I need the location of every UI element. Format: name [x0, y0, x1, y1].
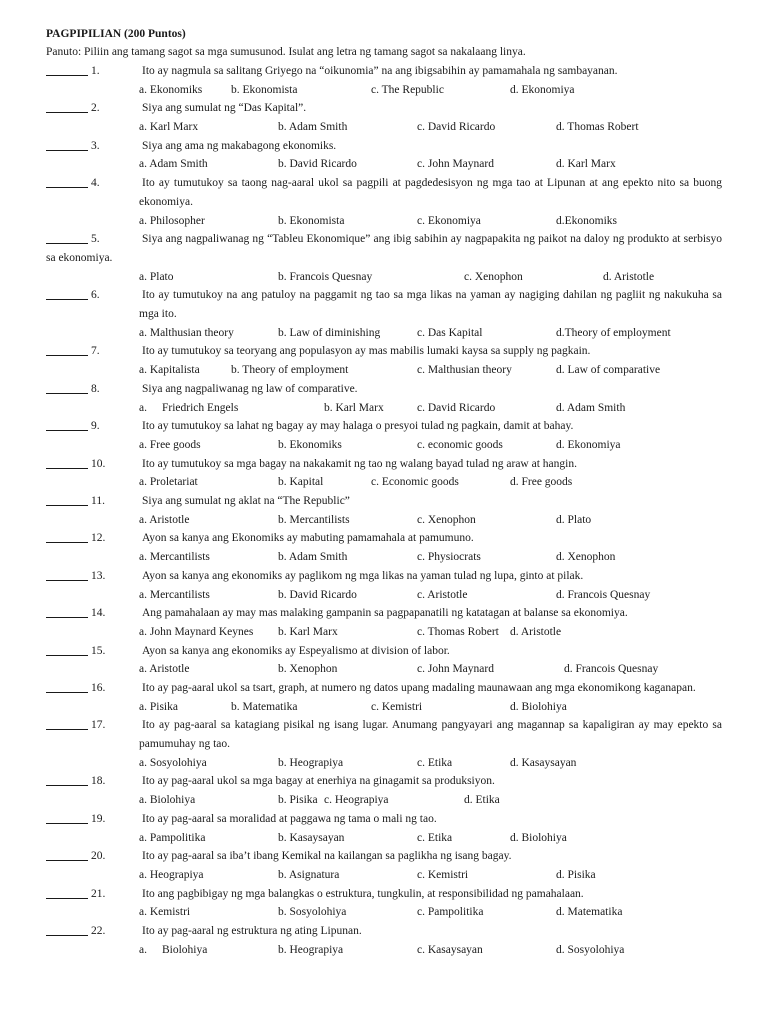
answer-option: a. Pisika — [139, 700, 178, 713]
question-text: Ito ay pag-aaral ukol sa mga bagay at enerhiya na ginagamit sa produksiyon. — [142, 775, 495, 788]
question-item — [46, 342, 722, 379]
question-item — [46, 716, 722, 772]
answer-option: a. Proletariat — [139, 476, 198, 489]
answer-option: b. Matematika — [231, 700, 298, 713]
answer-option: a. Pampolitika — [139, 831, 206, 844]
answer-options — [46, 660, 722, 679]
question-item — [46, 492, 722, 529]
answer-options — [46, 941, 722, 960]
question-number: 16. — [91, 681, 106, 694]
question-text: Ito ay tumutukoy na ang patuloy na paggamit ng tao sa mga likas na yaman ay nagiging dahilan ng pagliit ng nakukuha sa — [142, 289, 722, 302]
answer-option: b. Pisika — [278, 794, 318, 807]
question-text: Siya ang ama ng makabagong ekonomiks. — [142, 139, 337, 152]
answer-option: b. Sosyolohiya — [278, 906, 347, 919]
answer-option: a. Ekonomiks — [139, 83, 203, 96]
question-number: 6. — [91, 289, 100, 302]
answer-options — [46, 436, 722, 455]
answer-option: c. Xenophon — [417, 513, 476, 526]
question-item — [46, 847, 722, 884]
answer-option: b. Xenophon — [278, 663, 338, 676]
question-item — [46, 529, 722, 566]
question-text: Ito ay tumutukoy sa lahat ng bagay ay may halaga o presyoi tulad ng pagkain, damit at bahay. — [142, 420, 574, 433]
answer-option: a. Heograpiya — [139, 868, 204, 881]
question-number: 5. — [91, 233, 100, 246]
answer-option: c. David Ricardo — [417, 401, 496, 414]
answer-options — [46, 212, 722, 231]
answer-option: b. David Ricardo — [278, 588, 357, 601]
answer-options — [46, 791, 722, 810]
question-text: Siya ang nagpaliwanag ng law of comparative. — [142, 382, 358, 395]
question-number: 18. — [91, 775, 106, 788]
question-number: 4. — [91, 177, 100, 190]
answer-option: b. Adam Smith — [278, 551, 348, 564]
answer-option: d. Francois Quesnay — [564, 663, 659, 676]
question-item — [46, 99, 722, 136]
answer-blank[interactable] — [46, 569, 88, 581]
question-item — [46, 286, 722, 342]
answer-option: b. Karl Marx — [324, 401, 384, 414]
question-item — [46, 679, 722, 716]
answer-option: c. Kemistri — [371, 700, 423, 713]
answer-option: c. Aristotle — [417, 588, 468, 601]
question-number: 13. — [91, 569, 106, 582]
answer-blank[interactable] — [46, 887, 88, 899]
answer-option: Biolohiya — [162, 943, 208, 956]
answer-blank[interactable] — [46, 531, 88, 543]
answer-options — [46, 903, 722, 922]
answer-option: c. Physiocrats — [417, 551, 481, 564]
answer-option: d. Biolohiya — [510, 831, 567, 844]
answer-option: d. Matematika — [556, 906, 623, 919]
answer-option: a. Philosopher — [139, 214, 205, 227]
question-item — [46, 62, 722, 99]
answer-options — [46, 81, 722, 100]
question-item — [46, 174, 722, 230]
question-number: 1. — [91, 65, 100, 77]
answer-option: c. John Maynard — [417, 158, 494, 171]
answer-option: b. Ekonomiks — [278, 438, 342, 451]
answer-option: b. Francois Quesnay — [278, 270, 373, 283]
question-list — [46, 62, 722, 959]
answer-option: d. Aristotle — [510, 625, 562, 638]
answer-option: b. Adam Smith — [278, 121, 348, 134]
answer-option: d. Adam Smith — [556, 401, 626, 414]
answer-option: c. Das Kapital — [417, 326, 483, 339]
question-number: 22. — [91, 925, 106, 938]
answer-option: c. Kasaysayan — [417, 943, 483, 956]
question-number: 8. — [91, 382, 100, 395]
answer-option: a. Mercantilists — [139, 551, 210, 564]
answer-blank[interactable] — [46, 718, 88, 730]
question-number: 3. — [91, 139, 100, 152]
answer-blank[interactable] — [46, 344, 88, 356]
answer-option: a. Kapitalista — [139, 364, 200, 377]
answer-option: b. David Ricardo — [278, 158, 357, 171]
answer-option: b. Ekonomista — [278, 214, 345, 227]
answer-option: c. The Republic — [371, 83, 444, 96]
question-text: Ito ay tumutukoy sa mga bagay na nakakamit ng tao ng walang bayad tulad ng araw at hangin. — [142, 457, 577, 470]
answer-options — [46, 268, 722, 287]
question-text: Ito ay nagmula sa salitang Griyego na “oikunomia” na ang ibigsabihin ay pamamahala ng sambayanan. — [142, 65, 618, 77]
question-item — [46, 810, 722, 847]
answer-option: c. John Maynard — [417, 663, 494, 676]
answer-option: b. Theory of employment — [231, 364, 349, 377]
question-text-continued: sa ekonomiya. — [46, 251, 113, 264]
answer-blank[interactable] — [46, 139, 88, 151]
question-text: Ito ay pag-aaral sa iba’t ibang Kemikal na kailangan sa paglikha ng isang bagay. — [142, 850, 512, 863]
answer-option: a. Kemistri — [139, 906, 191, 919]
answer-option: d. Law of comparative — [556, 364, 661, 377]
answer-option: a. Sosyolohiya — [139, 756, 207, 769]
question-item — [46, 922, 722, 959]
answer-blank[interactable] — [46, 494, 88, 506]
answer-blank[interactable] — [46, 232, 88, 244]
answer-option: a. Biolohiya — [139, 794, 196, 807]
question-number: 11. — [91, 495, 105, 508]
question-item — [46, 417, 722, 454]
answer-blank[interactable] — [46, 681, 88, 693]
answer-option: b. Mercantilists — [278, 513, 350, 526]
question-item — [46, 137, 722, 174]
answer-blank[interactable] — [46, 812, 88, 824]
answer-option: c. Etika — [417, 756, 453, 769]
answer-blank[interactable] — [46, 64, 88, 76]
answer-option: d. Thomas Robert — [556, 121, 639, 134]
answer-option: c. Pampolitika — [417, 906, 484, 919]
answer-options — [46, 586, 722, 605]
answer-blank[interactable] — [46, 644, 88, 656]
answer-options — [46, 829, 722, 848]
answer-option: b. Law of diminishing — [278, 326, 381, 339]
answer-blank[interactable] — [46, 101, 88, 113]
answer-option: a. Plato — [139, 270, 174, 283]
answer-option: a. — [139, 943, 147, 956]
answer-blank[interactable] — [46, 288, 88, 300]
question-number: 7. — [91, 345, 100, 358]
answer-option: d. Pisika — [556, 868, 596, 881]
answer-option: d. Free goods — [510, 476, 573, 489]
answer-options — [46, 511, 722, 530]
question-text: Ayon sa kanya ang ekonomiks ay paglikom ng mga likas na yaman tulad ng lupa, ginto at pilak. — [142, 569, 584, 582]
answer-option: a. Malthusian theory — [139, 326, 234, 339]
answer-option: d. Karl Marx — [556, 158, 616, 171]
question-item — [46, 604, 722, 641]
answer-option: Friedrich Engels — [162, 401, 239, 414]
answer-option: c. Kemistri — [417, 868, 469, 881]
question-text: Siya ang sumulat ng “Das Kapital”. — [142, 102, 307, 115]
answer-blank[interactable] — [46, 457, 88, 469]
question-number: 19. — [91, 812, 106, 825]
question-number: 10. — [91, 457, 106, 470]
answer-option: d. Biolohiya — [510, 700, 567, 713]
answer-option: a. Free goods — [139, 438, 201, 451]
answer-options — [46, 361, 722, 380]
question-number: 2. — [91, 102, 100, 115]
page-title: PAGPIPILIAN (200 Puntos) — [46, 28, 186, 40]
question-number: 15. — [91, 644, 106, 657]
answer-option: d. Ekonomiya — [510, 83, 575, 96]
answer-option: c. David Ricardo — [417, 121, 496, 134]
answer-blank[interactable] — [46, 774, 88, 786]
answer-option: d. Plato — [556, 513, 592, 526]
answer-options — [46, 548, 722, 567]
answer-blank[interactable] — [46, 176, 88, 188]
worksheet-page — [46, 25, 722, 959]
answer-blank[interactable] — [46, 849, 88, 861]
answer-option: d. Ekonomiya — [556, 438, 621, 451]
question-text: Ito ay pag-aaral ng estruktura ng ating Lipunan. — [142, 925, 362, 938]
question-text: Ito ay pag-aaral sa moralidad at paggawa ng tama o mali ng tao. — [142, 812, 437, 825]
answer-option: b. Karl Marx — [278, 625, 338, 638]
question-number: 12. — [91, 532, 106, 545]
answer-option: d. Francois Quesnay — [556, 588, 651, 601]
answer-blank[interactable] — [46, 924, 88, 936]
answer-option: a. Aristotle — [139, 513, 190, 526]
answer-options — [46, 324, 722, 343]
question-number: 21. — [91, 887, 106, 900]
answer-option: b. Heograpiya — [278, 756, 344, 769]
answer-option: b. Asignatura — [278, 868, 340, 881]
answer-options — [46, 155, 722, 174]
question-item — [46, 230, 722, 286]
answer-option: a. Aristotle — [139, 663, 190, 676]
answer-option: b. Kasaysayan — [278, 831, 345, 844]
question-number: 14. — [91, 607, 106, 620]
answer-option: b. Kapital — [278, 476, 324, 489]
answer-options — [46, 866, 722, 885]
question-item — [46, 567, 722, 604]
question-text: Ito ay pag-aaral ukol sa tsart, graph, at numero ng datos upang madaling maunawaan ang mga ekonomikong kaganapan. — [142, 681, 696, 694]
question-text: Ito ay tumutukoy sa taong nag-aaral ukol sa pagpili at pagdedesisyon ng mga tao at Lipunan at ang epekto nito sa buong — [142, 177, 722, 190]
answer-option: d. Aristotle — [603, 270, 655, 283]
answer-option: a. John Maynard Keynes — [139, 625, 254, 638]
question-text: Siya ang nagpaliwanag ng “Tableu Ekonomique” ang ibig sabihin ay nagpapakita ng paikot na daloy ng produkto at serbisyo — [142, 233, 722, 246]
question-text-continued: pamumuhay ng tao. — [139, 738, 231, 751]
answer-option: d. Etika — [464, 794, 500, 807]
answer-option: d.Ekonomiks — [556, 214, 618, 227]
answer-option: a. Adam Smith — [139, 158, 208, 171]
answer-blank[interactable] — [46, 419, 88, 431]
answer-option: a. Mercantilists — [139, 588, 210, 601]
question-number: 9. — [91, 420, 100, 433]
question-text: Siya ang sumulat ng aklat na “The Republic” — [142, 495, 350, 508]
answer-option: b. Heograpiya — [278, 943, 344, 956]
question-number: 17. — [91, 719, 106, 732]
question-item — [46, 885, 722, 922]
answer-option: d.Theory of employment — [556, 326, 671, 339]
answer-option: c. Malthusian theory — [417, 364, 512, 377]
answer-option: c. Xenophon — [464, 270, 523, 283]
answer-option: d. Xenophon — [556, 551, 616, 564]
question-item — [46, 772, 722, 809]
answer-option: d. Sosyolohiya — [556, 943, 625, 956]
question-item — [46, 642, 722, 679]
question-item — [46, 380, 722, 417]
answer-options — [46, 118, 722, 137]
question-text: Ayon sa kanya ang Ekonomiks ay mabuting pamamahala at pamumuno. — [142, 532, 474, 545]
question-text-continued: mga ito. — [139, 308, 177, 321]
answer-option: a. Karl Marx — [139, 121, 199, 134]
question-text: Ito ang pagbibigay ng mga balangkas o estruktura, tungkulin, at responsibilidad ng pamahalaan. — [142, 887, 584, 900]
instructions: Panuto: Piliin ang tamang sagot sa mga sumusunod. Isulat ang letra ng tamang sagot sa nakalaang linya. — [46, 46, 526, 58]
answer-blank[interactable] — [46, 382, 88, 394]
answer-option: d. Kasaysayan — [510, 756, 577, 769]
answer-option: c. Economic goods — [371, 476, 459, 489]
question-text: Ayon sa kanya ang ekonomiks ay Espeyalismo at division of labor. — [142, 644, 450, 657]
answer-options — [46, 698, 722, 717]
question-text-continued: ekonomiya. — [139, 195, 193, 208]
answer-option: c. Ekonomiya — [417, 214, 481, 227]
answer-option: c. Thomas Robert — [417, 625, 499, 638]
question-text: Ito ay pag-aaral sa katagiang pisikal ng isang lugar. Anumang pangyayari ang magannap sa kapaligiran ay may epekto sa — [142, 719, 722, 732]
question-item — [46, 455, 722, 492]
answer-option: b. Ekonomista — [231, 83, 298, 96]
answer-option: c. Etika — [417, 831, 453, 844]
answer-option: c. economic goods — [417, 438, 503, 451]
answer-options — [46, 399, 722, 418]
question-text: Ito ay tumutukoy sa teoryang ang populasyon ay mas mabilis lumaki kaysa sa supply ng pagkain. — [142, 345, 591, 358]
answer-options — [46, 473, 722, 492]
answer-option: c. Heograpiya — [324, 794, 389, 807]
question-number: 20. — [91, 850, 106, 863]
answer-option: a. — [139, 401, 147, 414]
answer-options — [46, 754, 722, 773]
question-text: Ang pamahalaan ay may mas malaking gampanin sa pagpapanatili ng katatagan at balanse sa ekonomiya. — [142, 607, 628, 620]
answer-options — [46, 623, 722, 642]
answer-blank[interactable] — [46, 606, 88, 618]
